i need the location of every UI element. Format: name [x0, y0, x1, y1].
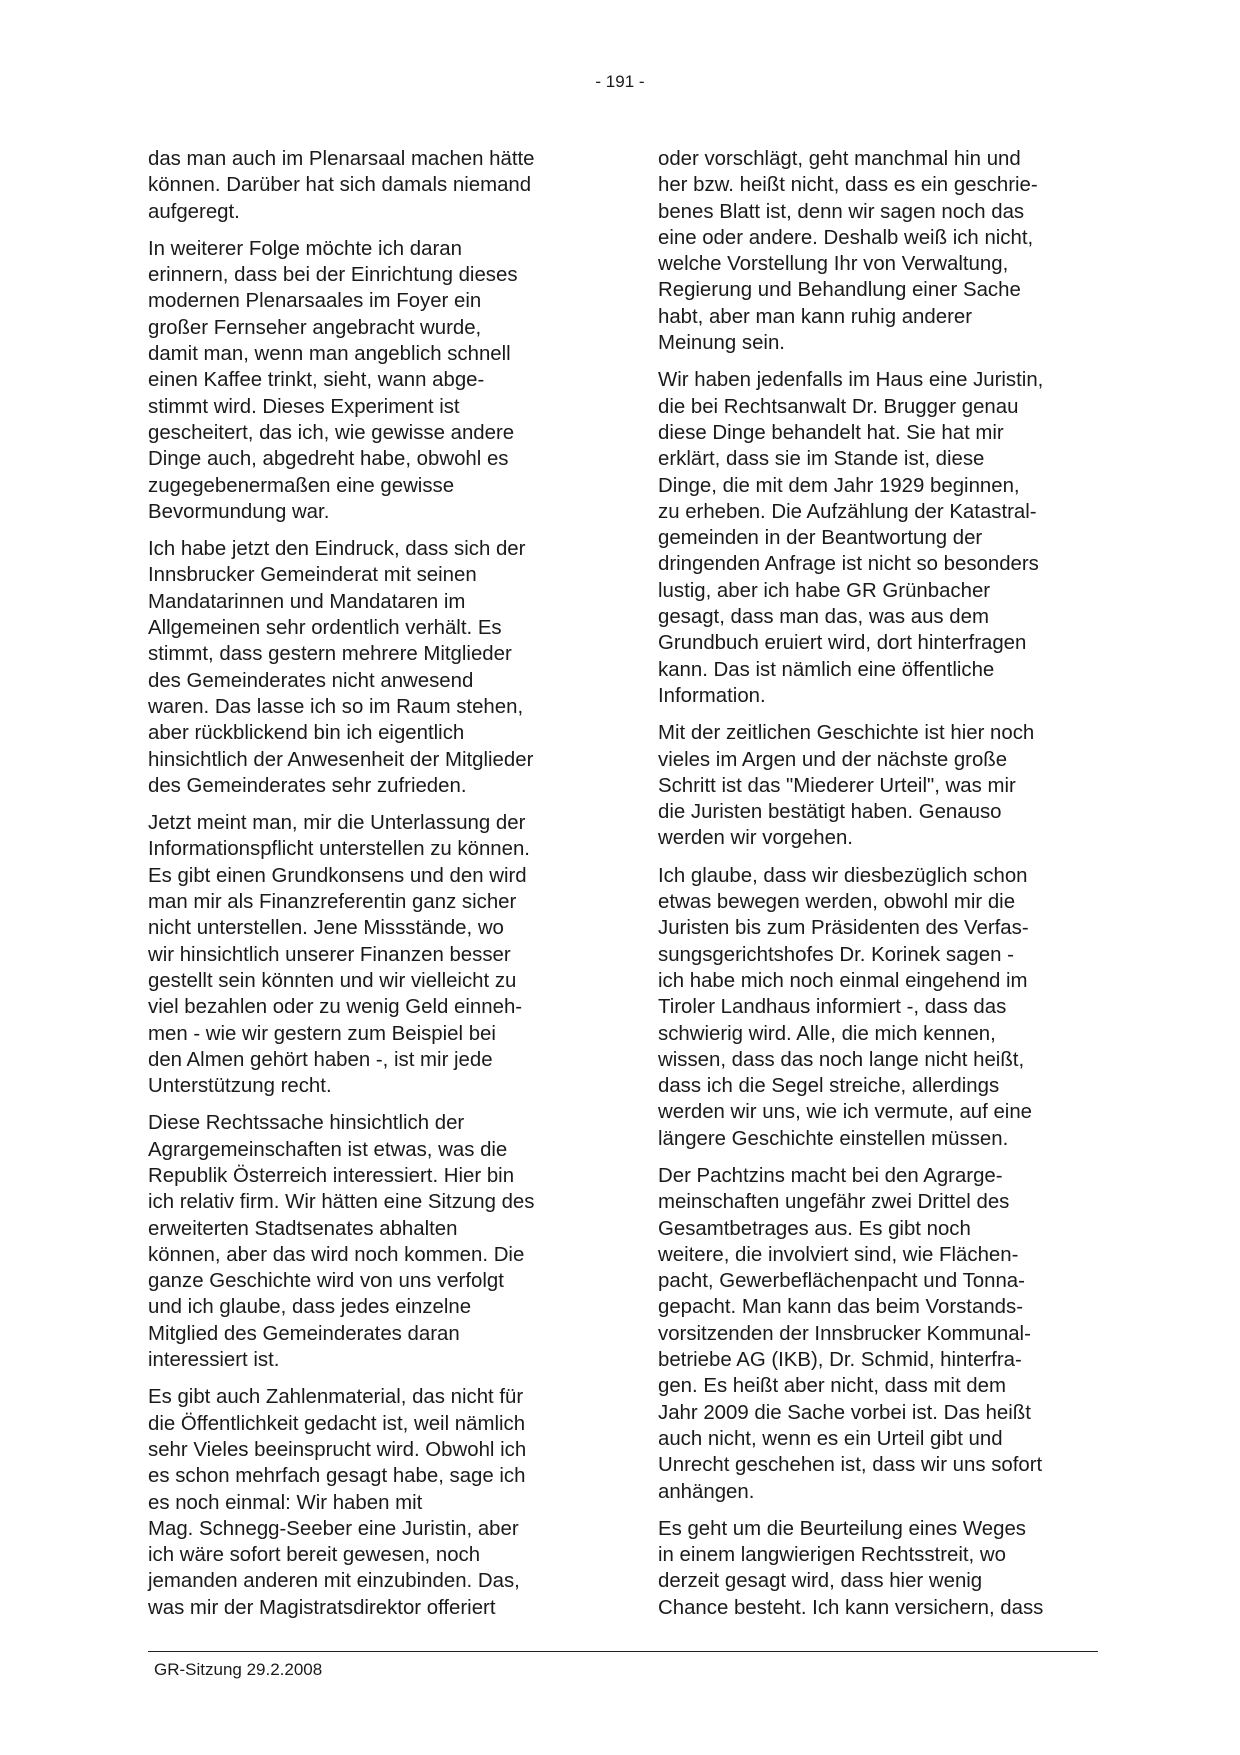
- text-line: Allgemeinen sehr ordentlich verhält. Es: [148, 617, 502, 640]
- paragraph: [658, 863, 1103, 1152]
- text-line: Informationspflicht unterstellen zu können.: [148, 838, 530, 861]
- paragraph: [658, 720, 1103, 851]
- paragraph: [148, 236, 593, 525]
- text-line: derzeit gesagt wird, dass hier wenig: [658, 1570, 983, 1593]
- text-line: modernen Plenarsaales im Foyer ein: [148, 290, 482, 313]
- text-line: ich wäre sofort bereit gewesen, noch: [148, 1544, 481, 1567]
- text-line: betriebe AG (IKB), Dr. Schmid, hinterfra-: [658, 1349, 1022, 1372]
- text-line: vorsitzenden der Innsbrucker Kommunal-: [658, 1322, 1031, 1345]
- paragraph: [148, 1384, 593, 1621]
- text-line: oder vorschlägt, geht manchmal hin und: [658, 148, 1021, 170]
- text-line: gepacht. Man kann das beim Vorstands-: [658, 1296, 1023, 1319]
- text-line: pacht, Gewerbeflächenpacht und Tonna-: [658, 1270, 1025, 1293]
- text-line: viel bezahlen oder zu wenig Geld einneh-: [148, 996, 523, 1019]
- text-line: man mir als Finanzreferentin ganz sicher: [148, 891, 517, 914]
- text-line: Republik Österreich interessiert. Hier bin: [148, 1164, 515, 1187]
- text-line: Dinge auch, abgedreht habe, obwohl es: [148, 448, 509, 471]
- text-line: Es geht um die Beurteilung eines Weges: [658, 1517, 1027, 1540]
- text-line: etwas bewegen werden, obwohl mir die: [658, 891, 1016, 914]
- text-line: diese Dinge behandelt hat. Sie hat mir: [658, 421, 1004, 444]
- text-line: Wir haben jedenfalls im Haus eine Juristin,: [658, 369, 1044, 392]
- text-line: Jahr 2009 die Sache vorbei ist. Das heißt: [658, 1401, 1031, 1424]
- text-line: Schritt ist das "Miederer Urteil", was mir: [658, 774, 1016, 797]
- text-line: erinnern, dass bei der Einrichtung dieses: [148, 264, 518, 287]
- text-line: können, aber das wird noch kommen. Die: [148, 1243, 525, 1266]
- text-line: anhängen.: [658, 1480, 755, 1503]
- text-line: Mandatarinnen und Mandataren im: [148, 590, 466, 613]
- text-line: die Öffentlichkeit gedacht ist, weil nämlich: [148, 1412, 526, 1435]
- text-line: aufgeregt.: [148, 200, 240, 223]
- text-line: Innsbrucker Gemeinderat mit seinen: [148, 564, 477, 587]
- text-line: her bzw. heißt nicht, dass es ein geschrie-: [658, 174, 1038, 197]
- text-line: einen Kaffee trinkt, sieht, wann abge-: [148, 369, 485, 392]
- paragraph: [658, 367, 1103, 709]
- text-line: weitere, die involviert sind, wie Flächen-: [658, 1243, 1019, 1266]
- text-line: vieles im Argen und der nächste große: [658, 748, 1008, 771]
- text-line: Bevormundung war.: [148, 500, 330, 523]
- text-line: Diese Rechtssache hinsichtlich der: [148, 1112, 465, 1135]
- text-line: gemeinden in der Beantwortung der: [658, 527, 983, 550]
- text-line: Gesamtbetrages aus. Es gibt noch: [658, 1217, 971, 1240]
- text-line: stimmt, dass gestern mehrere Mitglieder: [148, 643, 512, 666]
- paragraph: [148, 1110, 593, 1373]
- text-line: Agrargemeinschaften ist etwas, was die: [148, 1138, 508, 1161]
- text-line: längere Geschichte einstellen müssen.: [658, 1127, 1009, 1150]
- text-line: großer Fernseher angebracht wurde,: [148, 316, 482, 339]
- text-line: des Gemeinderates sehr zufrieden.: [148, 774, 467, 797]
- text-line: es schon mehrfach gesagt habe, sage ich: [148, 1465, 526, 1488]
- text-line: Der Pachtzins macht bei den Agrarge-: [658, 1164, 1003, 1187]
- paragraph: [148, 536, 593, 799]
- text-line: Ich glaube, dass wir diesbezüglich schon: [658, 864, 1028, 887]
- text-line: und ich glaube, dass jedes einzelne: [148, 1296, 472, 1319]
- text-line: Information.: [658, 684, 766, 707]
- text-line: erweiterten Stadtsenates abhalten: [148, 1217, 458, 1240]
- paragraph: [148, 146, 593, 225]
- text-line: Meinung sein.: [658, 332, 785, 355]
- text-line: kann. Das ist nämlich eine öffentliche: [658, 658, 995, 681]
- text-line: Mag. Schnegg-Seeber eine Juristin, aber: [148, 1517, 519, 1540]
- text-line: Unrecht geschehen ist, dass wir uns sofort: [658, 1454, 1043, 1477]
- text-line: habt, aber man kann ruhig anderer: [658, 305, 972, 328]
- text-line: sungsgerichtshofes Dr. Korinek sagen -: [658, 943, 1014, 966]
- text-line: zugegebenermaßen eine gewisse: [148, 474, 455, 497]
- text-line: gescheitert, das ich, wie gewisse andere: [148, 421, 515, 444]
- text-line: sehr Vieles beeinsprucht wird. Obwohl ich: [148, 1438, 527, 1461]
- text-line: In weiterer Folge möchte ich daran: [148, 237, 462, 260]
- text-line: erklärt, dass sie im Stande ist, diese: [658, 448, 985, 471]
- text-line: meinschaften ungefähr zwei Drittel des: [658, 1191, 1010, 1214]
- text-line: es noch einmal: Wir haben mit: [148, 1491, 423, 1514]
- text-line: zu erheben. Die Aufzählung der Katastral-: [658, 500, 1037, 523]
- text-line: Es gibt auch Zahlenmaterial, das nicht für: [148, 1386, 524, 1409]
- footer-divider: [148, 1651, 1098, 1652]
- footer-session-date: GR-Sitzung 29.2.2008: [154, 1660, 323, 1679]
- text-line: gen. Es heißt aber nicht, dass mit dem: [658, 1375, 1006, 1398]
- text-line: hinsichtlich der Anwesenheit der Mitglieder: [148, 748, 534, 771]
- text-line: waren. Das lasse ich so im Raum stehen,: [148, 695, 524, 718]
- text-line: des Gemeinderates nicht anwesend: [148, 669, 474, 692]
- text-line: ich relativ firm. Wir hätten eine Sitzung des: [148, 1191, 535, 1214]
- text-line: Jetzt meint man, mir die Unterlassung der: [148, 812, 526, 835]
- text-line: nicht unterstellen. Jene Missstände, wo: [148, 917, 504, 940]
- paragraph: [658, 1163, 1103, 1505]
- text-line: interessiert ist.: [148, 1349, 280, 1372]
- text-line: das man auch im Plenarsaal machen hätte: [148, 148, 535, 170]
- right-column: [658, 146, 1103, 1632]
- text-line: stimmt wird. Dieses Experiment ist: [148, 395, 460, 418]
- text-line: die Juristen bestätigt haben. Genauso: [658, 801, 1002, 824]
- text-line: wissen, dass das noch lange nicht heißt,: [658, 1048, 1025, 1071]
- text-line: wir hinsichtlich unserer Finanzen besser: [148, 943, 511, 966]
- text-line: eine oder andere. Deshalb weiß ich nicht,: [658, 226, 1034, 249]
- text-line: Chance besteht. Ich kann versichern, dass: [658, 1596, 1044, 1619]
- text-line: Tiroler Landhaus informiert -, dass das: [658, 996, 1007, 1019]
- text-line: men - wie wir gestern zum Beispiel bei: [148, 1022, 496, 1045]
- text-line: was mir der Magistratsdirektor offeriert: [148, 1596, 496, 1619]
- text-line: lustig, aber ich habe GR Grünbacher: [658, 579, 991, 602]
- text-line: gestellt sein könnten und wir vielleicht zu: [148, 969, 517, 992]
- paragraph: [658, 1516, 1103, 1621]
- text-line: Es gibt einen Grundkonsens und den wird: [148, 864, 527, 887]
- text-line: Juristen bis zum Präsidenten des Verfas-: [658, 917, 1029, 940]
- left-column: [148, 146, 593, 1632]
- text-line: damit man, wenn man angeblich schnell: [148, 343, 511, 366]
- text-line: schwierig wird. Alle, die mich kennen,: [658, 1022, 996, 1045]
- text-line: werden wir vorgehen.: [658, 827, 853, 850]
- text-line: Mit der zeitlichen Geschichte ist hier noch: [658, 722, 1035, 745]
- page-number: - 191 -: [595, 72, 645, 91]
- text-line: Ich habe jetzt den Eindruck, dass sich der: [148, 538, 526, 561]
- text-line: dass ich die Segel streiche, allerdings: [658, 1075, 1000, 1098]
- text-line: die bei Rechtsanwalt Dr. Brugger genau: [658, 395, 1019, 418]
- text-line: welche Vorstellung Ihr von Verwaltung,: [658, 253, 1009, 276]
- text-line: können. Darüber hat sich damals niemand: [148, 174, 532, 197]
- text-line: den Almen gehört haben -, ist mir jede: [148, 1048, 493, 1071]
- text-line: aber rückblickend bin ich eigentlich: [148, 722, 465, 745]
- text-line: ganze Geschichte wird von uns verfolgt: [148, 1270, 504, 1293]
- text-line: werden wir uns, wie ich vermute, auf eine: [658, 1101, 1033, 1124]
- text-line: Regierung und Behandlung einer Sache: [658, 279, 1021, 302]
- text-line: auch nicht, wenn es ein Urteil gibt und: [658, 1427, 1003, 1450]
- text-line: Dinge, die mit dem Jahr 1929 beginnen,: [658, 474, 1020, 497]
- text-line: jemanden anderen mit einzubinden. Das,: [148, 1570, 520, 1593]
- text-line: Unterstützung recht.: [148, 1075, 332, 1098]
- paragraph: [658, 146, 1103, 356]
- text-line: Grundbuch eruiert wird, dort hinterfragen: [658, 632, 1027, 655]
- text-line: in einem langwierigen Rechtsstreit, wo: [658, 1544, 1006, 1567]
- text-line: dringenden Anfrage ist nicht so besonders: [658, 553, 1039, 576]
- paragraph: [148, 810, 593, 1099]
- text-line: benes Blatt ist, denn wir sagen noch das: [658, 200, 1025, 223]
- text-line: Mitglied des Gemeinderates daran: [148, 1322, 460, 1345]
- text-line: ich habe mich noch einmal eingehend im: [658, 969, 1028, 992]
- text-line: gesagt, dass man das, was aus dem: [658, 606, 989, 629]
